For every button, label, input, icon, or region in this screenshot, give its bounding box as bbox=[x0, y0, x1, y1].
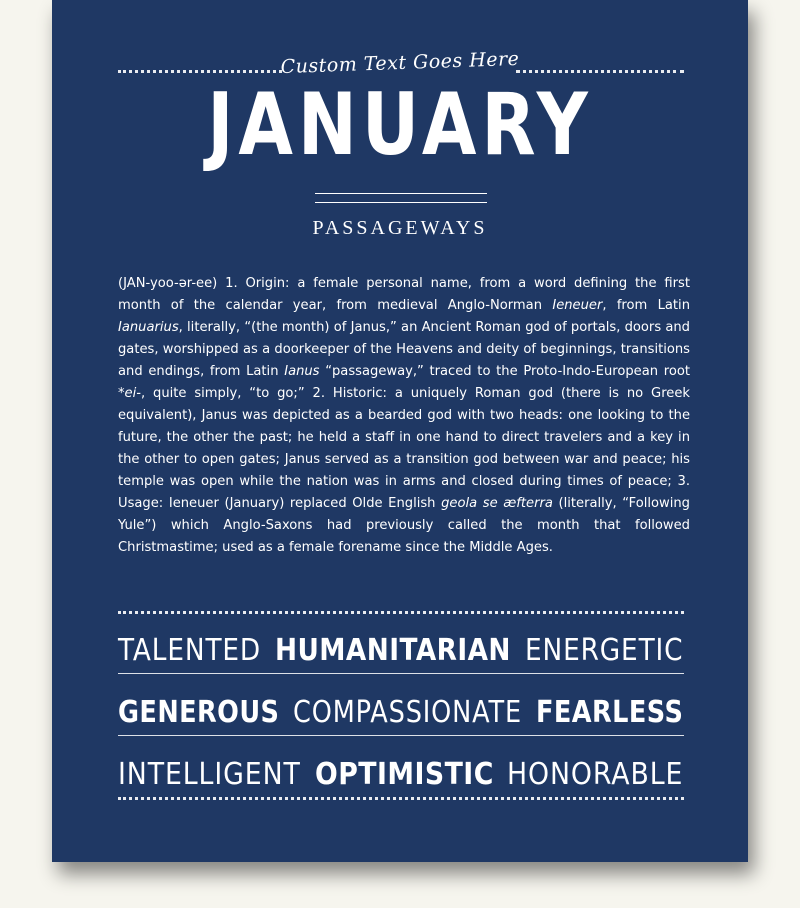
definition-part: (JAN-yoo-ər-ee) 1. Origin: a female personal name, from a word defining the first month of the calendar year, from medieval Anglo-Norman bbox=[118, 276, 690, 313]
definition-italic: Ianus bbox=[284, 364, 320, 379]
definition-text bbox=[118, 273, 690, 559]
trait-word: ENERGETIC bbox=[525, 633, 684, 668]
definition-italic: Ieneuer bbox=[552, 298, 603, 313]
page-title: JANUARY bbox=[207, 75, 593, 175]
custom-text: Custom Text Goes Here bbox=[280, 47, 520, 79]
definition-part: “passageway,” traced to the Proto-Indo-European root bbox=[319, 364, 690, 379]
trait-word: GENEROUS bbox=[118, 695, 280, 730]
trait-word: OPTIMISTIC bbox=[314, 757, 494, 792]
definition-italic: *ei- bbox=[118, 386, 141, 401]
dotted-rule-traits-bottom bbox=[118, 797, 684, 800]
traits-row-3 bbox=[118, 748, 684, 792]
definition-part: , quite simply, “to go;” 2. Historic: a uniquely Roman god (there is no Greek equivalent), Janus was depicted as a bearded god with two heads: one looking to the future, the other the past; he held a staff in one hand to direct travelers and a key in the other to open gates; Janus served as a transition god between war and peace; his temple was open while the nation was in arms and closed during times of peace; 3. Usage: Ieneuer (January) replaced Olde English bbox=[118, 386, 690, 511]
traits-separator bbox=[118, 673, 684, 674]
poster bbox=[52, 0, 748, 862]
subtitle: PASSAGEWAYS bbox=[312, 217, 488, 239]
definition-part: , from Latin bbox=[602, 298, 690, 313]
title-underline-bottom bbox=[315, 202, 487, 203]
definition-italic: geola se æfterra bbox=[441, 496, 553, 511]
definition-part: (literally, “Following Yule”) which Anglo-Saxons had previously called the month that followed Christmastime; used as a female forename since the Middle Ages. bbox=[118, 496, 690, 555]
dotted-rule-right bbox=[516, 70, 684, 73]
traits-row-2 bbox=[118, 686, 684, 730]
trait-word: HUMANITARIAN bbox=[275, 633, 511, 668]
title-underline-top bbox=[315, 193, 487, 194]
traits-row-1 bbox=[118, 624, 684, 668]
trait-word: TALENTED bbox=[118, 633, 262, 668]
trait-word: FEARLESS bbox=[536, 695, 684, 730]
dotted-rule-traits-top bbox=[118, 611, 684, 614]
trait-word: HONORABLE bbox=[507, 757, 684, 792]
definition-part: , literally, “(the month) of Janus,” an Ancient Roman god of portals, doors and gates, worshipped as a doorkeeper of the Heavens and deity of beginnings, transitions and endings, from Latin bbox=[118, 320, 690, 379]
trait-word: INTELLIGENT bbox=[118, 757, 301, 792]
traits-separator bbox=[118, 735, 684, 736]
trait-word: COMPASSIONATE bbox=[293, 695, 523, 730]
definition-italic: Ianuarius bbox=[118, 320, 179, 335]
